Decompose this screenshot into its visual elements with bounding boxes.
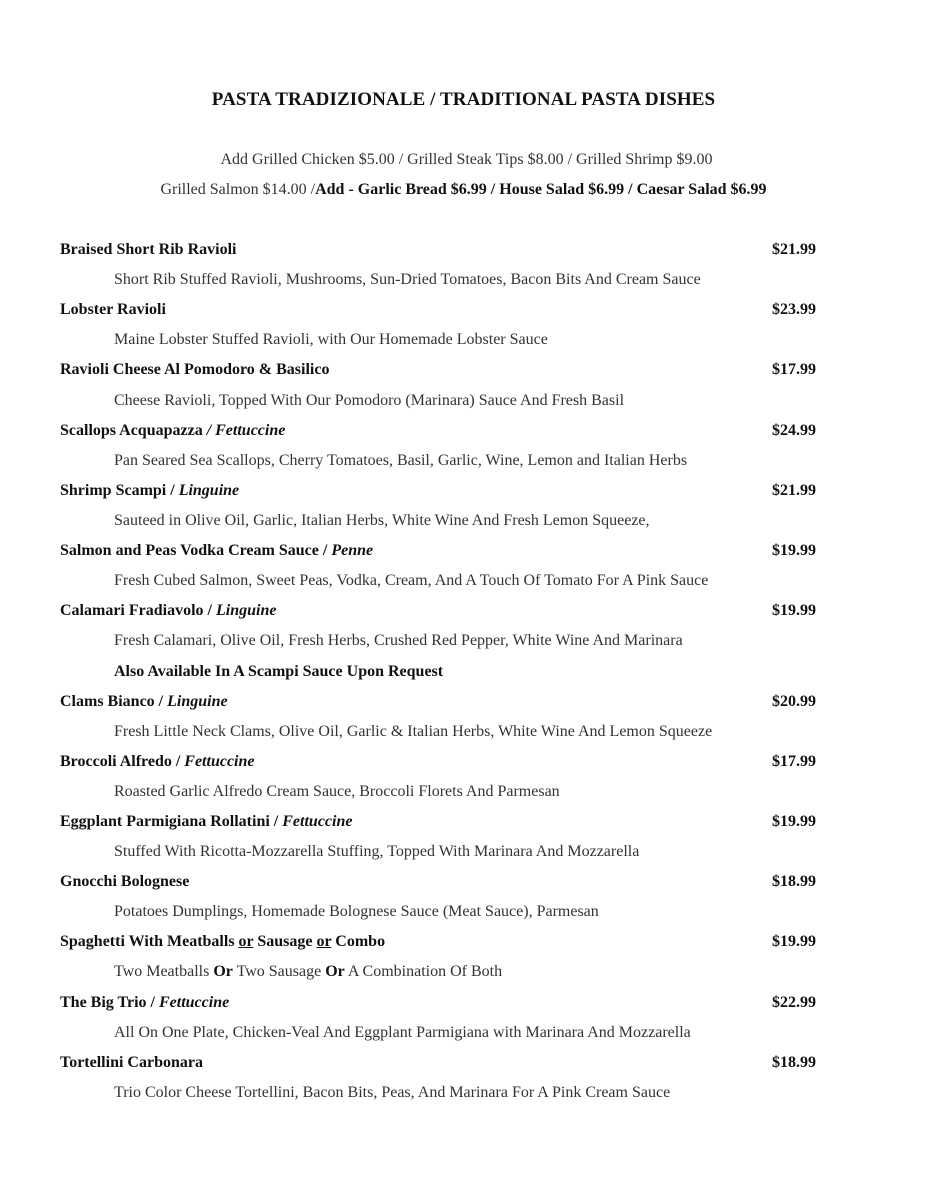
menu-item-price: $17.99 bbox=[772, 753, 816, 770]
menu-item-row bbox=[0, 873, 927, 897]
menu-item-description-row bbox=[0, 843, 927, 867]
menu-item-description: All On One Plate, Chicken-Veal And Eggplant Parmigiana with Marinara And Mozzarella bbox=[114, 1024, 691, 1041]
menu-item-price: $20.99 bbox=[772, 693, 816, 710]
add-ons-line-2 bbox=[0, 181, 927, 199]
menu-item-price: $19.99 bbox=[772, 602, 816, 619]
menu-item-name: Scallops Acquapazza / Fettuccine bbox=[60, 422, 286, 439]
menu-item-name: Tortellini Carbonara bbox=[60, 1054, 203, 1071]
menu-item-price: $18.99 bbox=[772, 873, 816, 890]
menu-item-row bbox=[0, 301, 927, 325]
menu-item-price: $19.99 bbox=[772, 542, 816, 559]
menu-item-description-row bbox=[0, 1084, 927, 1108]
menu-item-row bbox=[0, 1054, 927, 1078]
menu-item-description-row bbox=[0, 1024, 927, 1048]
menu-item-price: $21.99 bbox=[772, 482, 816, 499]
menu-item-name: Broccoli Alfredo / Fettuccine bbox=[60, 753, 255, 770]
menu-item-name: Ravioli Cheese Al Pomodoro & Basilico bbox=[60, 361, 330, 378]
menu-item-name: Shrimp Scampi / Linguine bbox=[60, 482, 240, 499]
menu-item-row bbox=[0, 693, 927, 717]
menu-item-note-row bbox=[0, 663, 927, 687]
menu-item-name: Braised Short Rib Ravioli bbox=[60, 241, 237, 258]
page-title: PASTA TRADIZIONALE / TRADITIONAL PASTA DISHES bbox=[211, 89, 716, 110]
add-ons-protein-text: Grilled Salmon $14.00 / bbox=[160, 181, 316, 198]
menu-item-row bbox=[0, 933, 927, 957]
menu-item-price: $18.99 bbox=[772, 1054, 816, 1071]
menu-item-row bbox=[0, 241, 927, 265]
menu-item-name: Salmon and Peas Vodka Cream Sauce / Penne bbox=[60, 542, 374, 559]
menu-item-row bbox=[0, 482, 927, 506]
menu-item-description-row bbox=[0, 572, 927, 596]
menu-item-description: Maine Lobster Stuffed Ravioli, with Our Homemade Lobster Sauce bbox=[114, 331, 548, 348]
menu-item-price: $22.99 bbox=[772, 994, 816, 1011]
menu-item-note: Also Available In A Scampi Sauce Upon Request bbox=[114, 663, 444, 680]
menu-item-price: $24.99 bbox=[772, 422, 816, 439]
menu-item-description-row bbox=[0, 271, 927, 295]
add-ons-line-1: Add Grilled Chicken $5.00 / Grilled Steak Tips $8.00 / Grilled Shrimp $9.00 bbox=[220, 151, 713, 168]
menu-item-row bbox=[0, 542, 927, 566]
menu-item-name: The Big Trio / Fettuccine bbox=[60, 994, 230, 1011]
menu-item-description-row bbox=[0, 903, 927, 927]
menu-item-description-row bbox=[0, 632, 927, 656]
menu-item-description: Fresh Calamari, Olive Oil, Fresh Herbs, Crushed Red Pepper, White Wine And Marinara bbox=[114, 632, 683, 649]
menu-item-description-row bbox=[0, 392, 927, 416]
menu-item-description-row bbox=[0, 963, 927, 987]
menu-item-row bbox=[0, 753, 927, 777]
menu-item-row bbox=[0, 994, 927, 1018]
menu-item-name: Clams Bianco / Linguine bbox=[60, 693, 228, 710]
menu-item-name: Lobster Ravioli bbox=[60, 301, 166, 318]
menu-item-row bbox=[0, 602, 927, 626]
menu-item-description: Stuffed With Ricotta-Mozzarella Stuffing, Topped With Marinara And Mozzarella bbox=[114, 843, 640, 860]
menu-item-description: Fresh Cubed Salmon, Sweet Peas, Vodka, Cream, And A Touch Of Tomato For A Pink Sauce bbox=[114, 572, 709, 589]
menu-item-name: Calamari Fradiavolo / Linguine bbox=[60, 602, 277, 619]
menu-item-description: Two Meatballs Or Two Sausage Or A Combination Of Both bbox=[114, 963, 503, 980]
menu-item-description: Trio Color Cheese Tortellini, Bacon Bits, Peas, And Marinara For A Pink Cream Sauce bbox=[114, 1084, 671, 1101]
menu-item-description: Short Rib Stuffed Ravioli, Mushrooms, Sun-Dried Tomatoes, Bacon Bits And Cream Sauce bbox=[114, 271, 701, 288]
add-ons-sides-text: Add - Garlic Bread $6.99 / House Salad $6.99 / Caesar Salad $6.99 bbox=[315, 181, 767, 198]
menu-item-row bbox=[0, 361, 927, 385]
menu-item-description-row bbox=[0, 723, 927, 747]
menu-item-price: $19.99 bbox=[772, 933, 816, 950]
menu-item-description: Sauteed in Olive Oil, Garlic, Italian Herbs, White Wine And Fresh Lemon Squeeze, bbox=[114, 512, 650, 529]
menu-item-description: Potatoes Dumplings, Homemade Bolognese Sauce (Meat Sauce), Parmesan bbox=[114, 903, 599, 920]
menu-item-description-row bbox=[0, 783, 927, 807]
menu-item-name: Eggplant Parmigiana Rollatini / Fettuccine bbox=[60, 813, 353, 830]
menu-item-name: Spaghetti With Meatballs or Sausage or Combo bbox=[60, 933, 386, 950]
menu-item-row bbox=[0, 813, 927, 837]
menu-item-description-row bbox=[0, 512, 927, 536]
menu-item-name: Gnocchi Bolognese bbox=[60, 873, 190, 890]
menu-item-row bbox=[0, 422, 927, 446]
menu-item-description: Fresh Little Neck Clams, Olive Oil, Garlic & Italian Herbs, White Wine And Lemon Squeeze bbox=[114, 723, 713, 740]
menu-item-price: $21.99 bbox=[772, 241, 816, 258]
menu-item-price: $17.99 bbox=[772, 361, 816, 378]
menu-item-description: Pan Seared Sea Scallops, Cherry Tomatoes, Basil, Garlic, Wine, Lemon and Italian Herbs bbox=[114, 452, 688, 469]
menu-item-description: Cheese Ravioli, Topped With Our Pomodoro (Marinara) Sauce And Fresh Basil bbox=[114, 392, 625, 409]
menu-item-description: Roasted Garlic Alfredo Cream Sauce, Broccoli Florets And Parmesan bbox=[114, 783, 560, 800]
menu-item-price: $19.99 bbox=[772, 813, 816, 830]
menu-item-price: $23.99 bbox=[772, 301, 816, 318]
menu-item-description-row bbox=[0, 331, 927, 355]
menu-item-description-row bbox=[0, 452, 927, 476]
